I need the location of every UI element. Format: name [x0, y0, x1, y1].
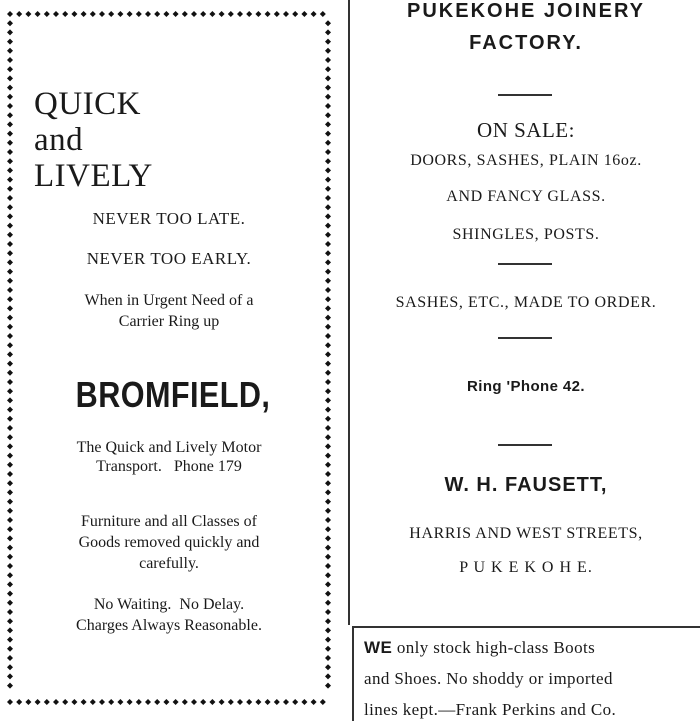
border-dot	[136, 11, 142, 17]
border-dot	[283, 11, 289, 17]
border-dot	[325, 29, 331, 35]
border-dot	[7, 324, 13, 330]
rule-2	[498, 263, 552, 265]
border-dot	[325, 545, 331, 551]
border-dot	[7, 499, 13, 505]
bottom-line-1	[364, 632, 700, 663]
border-dot	[246, 699, 252, 705]
border-dot	[7, 66, 13, 72]
border-dot	[325, 489, 331, 495]
border-dot	[7, 673, 13, 679]
border-dot	[154, 699, 160, 705]
border-dot	[182, 11, 188, 17]
border-dot	[191, 699, 197, 705]
border-dot	[7, 333, 13, 339]
border-dot	[7, 213, 13, 219]
border-dot	[325, 204, 331, 210]
border-dot	[127, 11, 133, 17]
border-dot	[7, 572, 13, 578]
phone-number: Ring 'Phone 42.	[467, 378, 585, 395]
border-dot	[325, 397, 331, 403]
border-dot	[325, 85, 331, 91]
border-dot	[274, 11, 280, 17]
border-dot	[325, 618, 331, 624]
border-dot	[7, 434, 13, 440]
border-dot	[320, 11, 326, 17]
border-dot	[325, 213, 331, 219]
factory-title-line-1: PUKEKOHE JOINERY	[407, 0, 645, 22]
border-dot	[7, 627, 13, 633]
border-dot	[325, 581, 331, 587]
border-dot	[325, 195, 331, 201]
border-dot	[145, 699, 151, 705]
border-dot	[7, 407, 13, 413]
border-dot	[325, 20, 331, 26]
border-dot	[325, 223, 331, 229]
border-dot	[325, 57, 331, 63]
border-dot	[325, 526, 331, 532]
border-dot	[7, 204, 13, 210]
urgent-line-2: Carrier Ring up	[118, 313, 220, 330]
border-dot	[154, 11, 160, 17]
border-dot	[108, 11, 114, 17]
border-dot	[7, 94, 13, 100]
border-dot	[325, 517, 331, 523]
border-dot	[7, 425, 13, 431]
border-dot	[325, 655, 331, 661]
border-dot	[7, 683, 13, 689]
border-dot	[325, 269, 331, 275]
border-dot	[71, 11, 77, 17]
border-dot	[325, 241, 331, 247]
boots-shoes-advertisement	[352, 626, 700, 721]
rule-4	[498, 444, 552, 446]
border-dot	[325, 39, 331, 45]
border-dot	[81, 699, 87, 705]
border-dot	[237, 699, 243, 705]
border-dot	[325, 425, 331, 431]
border-dot	[325, 112, 331, 118]
bottom-line-1-text: only stock high-class Boots	[392, 638, 596, 657]
border-dot	[53, 699, 59, 705]
border-dot	[325, 250, 331, 256]
border-dot	[311, 11, 317, 17]
furniture-line-1: Furniture and all Classes of	[81, 513, 257, 530]
border-dot	[325, 259, 331, 265]
rule-1	[498, 94, 552, 96]
furniture-line-2: Goods removed quickly and	[78, 534, 260, 551]
border-dot	[325, 453, 331, 459]
bromfield-advertisement	[4, 8, 334, 708]
border-dot	[44, 699, 50, 705]
border-dot	[7, 480, 13, 486]
border-dot	[7, 223, 13, 229]
border-dot	[7, 609, 13, 615]
border-dot	[25, 699, 31, 705]
border-dot	[53, 11, 59, 17]
border-dot	[325, 158, 331, 164]
border-dot	[7, 296, 13, 302]
border-dot	[7, 508, 13, 514]
factory-title-line-2: FACTORY.	[469, 32, 583, 54]
border-dot	[325, 416, 331, 422]
border-dot	[7, 195, 13, 201]
border-dot	[228, 699, 234, 705]
border-dot	[325, 572, 331, 578]
border-dot	[7, 581, 13, 587]
border-dot	[325, 75, 331, 81]
border-dot	[325, 646, 331, 652]
border-dot	[108, 699, 114, 705]
transport-line-2: Transport. Phone 179	[96, 458, 242, 475]
border-dot	[7, 232, 13, 238]
column-divider	[348, 0, 350, 625]
border-dot	[325, 407, 331, 413]
border-dot	[7, 140, 13, 146]
border-dot	[325, 324, 331, 330]
border-dot	[90, 699, 96, 705]
border-dot	[7, 618, 13, 624]
border-dot	[325, 186, 331, 192]
border-dot	[173, 699, 179, 705]
border-dot	[325, 609, 331, 615]
border-dot	[7, 121, 13, 127]
border-dot	[136, 699, 142, 705]
border-dot	[99, 11, 105, 17]
items-line-3: SHINGLES, POSTS.	[452, 226, 600, 243]
border-dot	[325, 278, 331, 284]
border-dot	[209, 11, 215, 17]
border-dot	[7, 453, 13, 459]
headline	[34, 86, 153, 194]
rule-3	[498, 337, 552, 339]
border-dot	[7, 259, 13, 265]
bottom-lead-word: WE	[364, 638, 393, 657]
border-dot	[325, 664, 331, 670]
border-dot	[117, 699, 123, 705]
border-dot	[325, 370, 331, 376]
border-dot	[35, 699, 41, 705]
transport-line-1: The Quick and Lively Motor	[76, 439, 262, 456]
border-dot	[7, 443, 13, 449]
border-dot	[163, 699, 169, 705]
on-sale-heading: ON SALE:	[477, 118, 575, 142]
border-dot	[7, 177, 13, 183]
border-dot	[325, 48, 331, 54]
border-dot	[7, 388, 13, 394]
border-dot	[301, 699, 307, 705]
border-dot	[7, 397, 13, 403]
border-dot	[325, 379, 331, 385]
border-dot	[325, 287, 331, 293]
border-dot	[71, 699, 77, 705]
border-dot	[7, 11, 13, 17]
border-dot	[228, 11, 234, 17]
border-dot	[7, 305, 13, 311]
items-line-1: DOORS, SASHES, PLAIN 16oz.	[410, 152, 642, 169]
border-dot	[325, 627, 331, 633]
border-dot	[182, 699, 188, 705]
border-dot	[7, 646, 13, 652]
border-dot	[145, 11, 151, 17]
border-dot	[325, 149, 331, 155]
border-dot	[173, 11, 179, 17]
border-dot	[325, 232, 331, 238]
border-dot	[7, 351, 13, 357]
items-line-2: AND FANCY GLASS.	[446, 188, 606, 205]
headline-quick: QUICK	[34, 86, 141, 122]
border-dot	[325, 637, 331, 643]
proprietor-name: W. H. FAUSETT,	[444, 474, 608, 496]
border-dot	[301, 11, 307, 17]
charges-reasonable: Charges Always Reasonable.	[76, 617, 262, 634]
border-dot	[292, 699, 298, 705]
border-dot	[200, 11, 206, 17]
border-dot	[7, 535, 13, 541]
border-dot	[325, 443, 331, 449]
no-waiting: No Waiting. No Delay.	[93, 596, 245, 613]
border-dot	[7, 361, 13, 367]
border-dot	[127, 699, 133, 705]
border-dot	[62, 11, 68, 17]
border-dot	[191, 11, 197, 17]
border-dot	[325, 140, 331, 146]
border-dot	[7, 370, 13, 376]
border-dot	[325, 167, 331, 173]
border-dot	[246, 11, 252, 17]
border-dot	[325, 683, 331, 689]
border-dot	[25, 11, 31, 17]
border-dot	[7, 489, 13, 495]
border-dot	[7, 545, 13, 551]
border-dot	[325, 462, 331, 468]
border-dot	[7, 48, 13, 54]
border-dot	[325, 535, 331, 541]
never-too-early: NEVER TOO EARLY.	[86, 249, 252, 268]
border-dot	[44, 11, 50, 17]
border-dot	[7, 379, 13, 385]
border-dot	[7, 315, 13, 321]
border-dot	[219, 699, 225, 705]
border-dot	[325, 499, 331, 505]
border-dot	[325, 103, 331, 109]
border-dot	[325, 388, 331, 394]
border-dot	[7, 637, 13, 643]
border-dot	[265, 11, 271, 17]
urgent-line-1: When in Urgent Need of a	[84, 292, 254, 309]
border-dot	[283, 699, 289, 705]
border-dot	[255, 699, 261, 705]
border-dot	[7, 664, 13, 670]
border-dot	[7, 158, 13, 164]
border-dot	[7, 103, 13, 109]
bottom-line-2: and Shoes. No shoddy or imported	[364, 669, 613, 688]
border-dot	[325, 94, 331, 100]
border-dot	[35, 11, 41, 17]
border-dot	[7, 287, 13, 293]
border-dot	[325, 305, 331, 311]
border-dot	[311, 699, 317, 705]
border-dot	[7, 342, 13, 348]
border-dot	[274, 699, 280, 705]
border-dot	[209, 699, 215, 705]
border-dot	[7, 269, 13, 275]
furniture-line-3: carefully.	[139, 555, 199, 572]
border-dot	[325, 600, 331, 606]
border-dot	[325, 66, 331, 72]
made-to-order: SASHES, ETC., MADE TO ORDER.	[395, 294, 657, 311]
border-dot	[99, 699, 105, 705]
border-dot	[325, 333, 331, 339]
border-dot	[325, 673, 331, 679]
border-dot	[7, 131, 13, 137]
border-dot	[7, 57, 13, 63]
border-dot	[7, 20, 13, 26]
border-dot	[7, 563, 13, 569]
border-dot	[7, 149, 13, 155]
border-dot	[292, 11, 298, 17]
border-dot	[117, 11, 123, 17]
border-dot	[325, 471, 331, 477]
border-dot	[255, 11, 261, 17]
border-dot	[16, 699, 22, 705]
border-dot	[7, 85, 13, 91]
border-dot	[7, 241, 13, 247]
border-dot	[325, 508, 331, 514]
border-dot	[7, 591, 13, 597]
border-dot	[265, 699, 271, 705]
border-dot	[325, 131, 331, 137]
border-dot	[325, 177, 331, 183]
border-dot	[219, 11, 225, 17]
never-too-late: NEVER TOO LATE.	[92, 209, 246, 228]
border-dot	[7, 186, 13, 192]
border-dot	[81, 11, 87, 17]
border-dot	[200, 699, 206, 705]
border-dot	[7, 250, 13, 256]
headline-and: and	[34, 122, 84, 158]
border-dot	[7, 517, 13, 523]
border-dot	[7, 29, 13, 35]
border-dot	[237, 11, 243, 17]
joinery-factory-advertisement	[352, 0, 700, 719]
address: HARRIS AND WEST STREETS,	[409, 525, 643, 542]
border-dot	[325, 480, 331, 486]
border-dot	[325, 361, 331, 367]
border-dot	[7, 554, 13, 560]
border-dot	[325, 315, 331, 321]
border-dot	[7, 526, 13, 532]
town: P U K E K O H E.	[459, 559, 593, 576]
border-dot	[325, 554, 331, 560]
border-dot	[7, 75, 13, 81]
border-dot	[7, 167, 13, 173]
border-dot	[325, 351, 331, 357]
border-dot	[7, 278, 13, 284]
border-dot	[16, 11, 22, 17]
border-dot	[7, 416, 13, 422]
headline-lively: LIVELY	[34, 158, 153, 194]
border-dot	[7, 112, 13, 118]
border-dot	[325, 591, 331, 597]
bromfield-name: BROMFIELD,	[75, 374, 271, 415]
border-dot	[320, 699, 326, 705]
border-dot	[7, 600, 13, 606]
border-dot	[90, 11, 96, 17]
bottom-line-3: lines kept.—Frank Perkins and Co.	[364, 700, 617, 719]
border-dot	[7, 655, 13, 661]
border-dot	[7, 462, 13, 468]
border-dot	[7, 471, 13, 477]
border-dot	[7, 39, 13, 45]
border-dot	[163, 11, 169, 17]
border-dot	[62, 699, 68, 705]
border-dot	[325, 563, 331, 569]
border-dot	[325, 296, 331, 302]
border-dot	[7, 699, 13, 705]
border-dot	[325, 434, 331, 440]
border-dot	[325, 342, 331, 348]
border-dot	[325, 121, 331, 127]
